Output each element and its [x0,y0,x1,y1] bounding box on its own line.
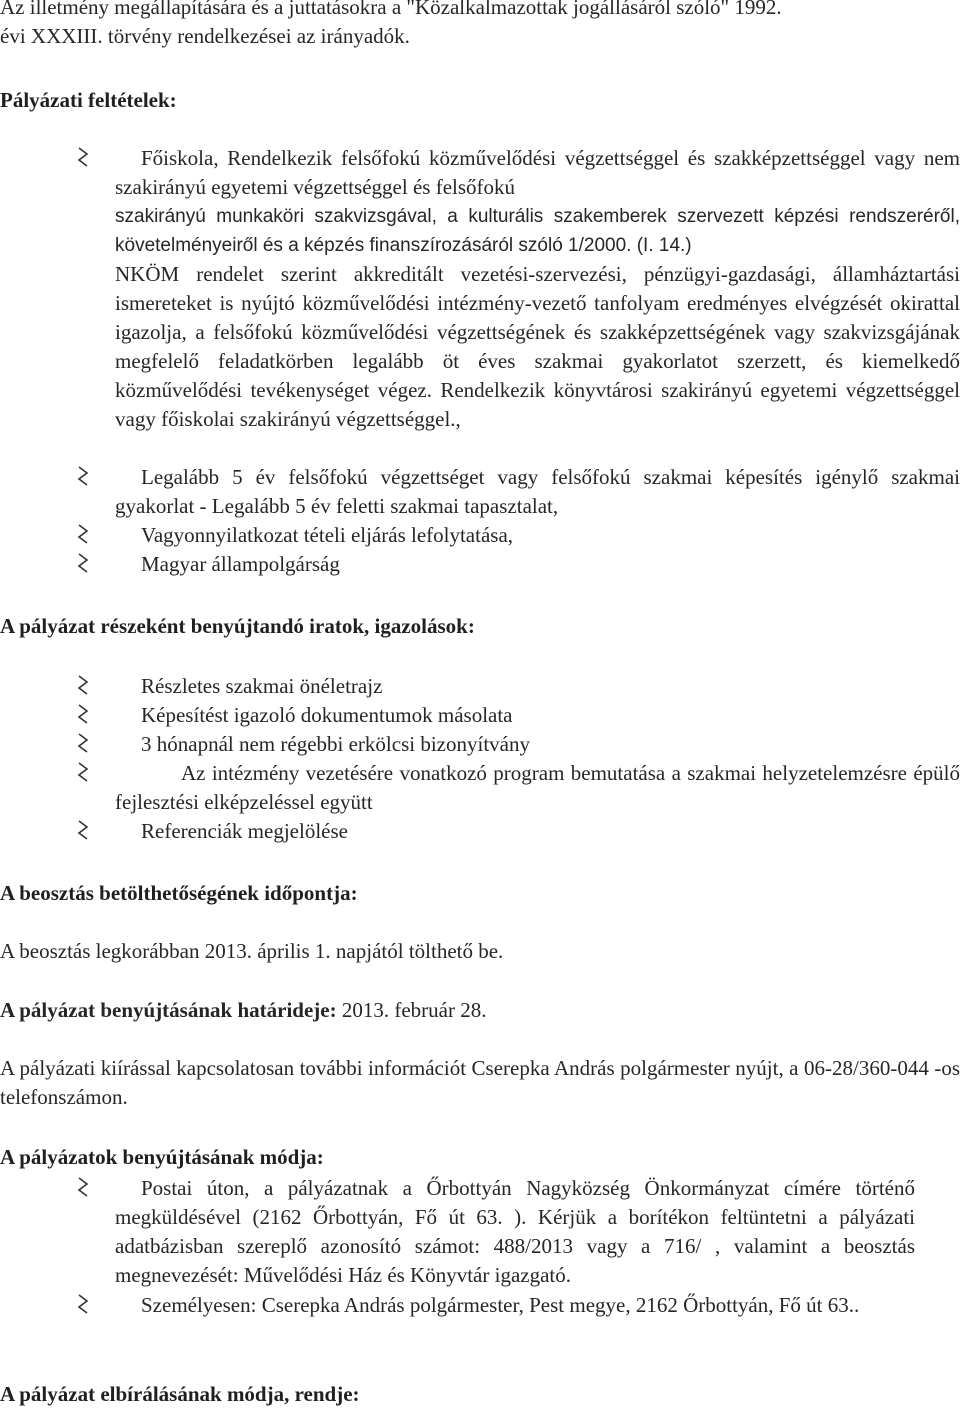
conditions-heading: Pályázati feltételek: [0,88,177,112]
condition-item-4 [0,550,960,579]
bullet-icon [76,1176,94,1200]
document-item-1 [0,672,960,701]
evaluation-heading: A pályázat elbírálásának módja, rendje: [0,1382,360,1406]
info-text: A pályázati kiírással kapcsolatosan további információt Cserepka András polgármester nyújt, a 06-28/360-044 -os telefonszámon. [0,1056,960,1109]
submission-item-2 [0,1291,960,1320]
document-item-4 [0,759,960,817]
document-item-2 [0,701,960,730]
intro-line-2: évi XXXIII. törvény rendelkezései az irányadók. [0,24,410,48]
condition-3-text: Vagyonnyilatkozat tételi eljárás lefolytatása, [141,523,514,547]
deadline-line [0,996,960,1025]
start-text: A beosztás legkorábban 2013. április 1. napjától tölthető be. [0,939,504,963]
condition-1-text-c: NKÖM rendelet szerint akkreditált vezetési-szervezési, pénzügyi-gazdasági, államháztartási ismereteket is nyújtó közművelődési intézmény-vezető tanfolyam eredményes elvégzését okirattal igazolja, a felsőfokú közművelődési végzettségének és szakképzettségének vagy szakvizsgájának megfelelő feladatkörben legalább öt éves szakmai gyakorlatot szerzett, és kiemelkedő közművelődési tevékenységet végez. Rendelkezik könyvtárosi szakirányú egyetemi végzettséggel vagy főiskolai szakirányú végzettséggel., [115,262,960,431]
intro-line-1: Az illetmény megállapítására és a juttatásokra a "Közalkalmazottak jogállásáról szóló" 1992. [0,0,782,19]
document-item-5-text: Referenciák megjelölése [141,819,348,843]
submission-item-1 [0,1174,960,1290]
condition-1-text-a: Főiskola, Rendelkezik felsőfokú közművelődési végzettséggel és szakképzettséggel vagy nem szakirányú egyetemi végzettséggel és felsőfokú [115,146,960,199]
submission-item-2-text: Személyesen: Cserepka András polgármester, Pest megye, 2162 Őrbottyán, Fő út 63.. [141,1293,860,1317]
submission-item-1-text: Postai úton, a pályázatnak a Őrbottyán Nagyközség Önkormányzat címére történő megküldésével (2162 Őrbottyán, Fő út 63. ). Kérjük a borítékon feltüntetni a pályázati adatbázisban szereplő azonosító számot: 488/2013 vagy a 716/ , valamint a beosztás megnevezését: Művelődési Ház és Könyvtár igazgató. [115,1176,915,1287]
bullet-icon [76,761,94,785]
bullet-icon [76,465,94,489]
bullet-icon [76,819,94,843]
bullet-icon [76,523,94,547]
condition-item-1 [0,144,960,434]
submission-heading: A pályázatok benyújtásának módja: [0,1145,324,1169]
document-item-3 [0,730,960,759]
document-item-3-text: 3 hónapnál nem régebbi erkölcsi bizonyítvány [141,732,530,756]
start-heading: A beosztás betölthetőségének időpontja: [0,881,358,905]
condition-2-text: Legalább 5 év felsőfokú végzettséget vagy felsőfokú szakmai képesítés igénylő szakmai gyakorlat - Legalább 5 év feletti szakmai tapasztalat, [115,465,960,518]
condition-item-2 [0,463,960,521]
bullet-icon [76,703,94,727]
deadline-label: A pályázat benyújtásának határideje: [0,998,337,1022]
condition-4-text: Magyar állampolgárság [141,552,340,576]
condition-1-text-b: szakirányú munkaköri szakvizsgával, a kulturális szakemberek szervezett képzési rendszeréről, követelményeiről és a képzés finanszírozásáról szóló 1/2000. (I. 14.) [115,206,960,256]
document-item-5 [0,817,960,846]
deadline-value: 2013. február 28. [341,998,487,1022]
bullet-icon [76,146,94,170]
bullet-icon [76,552,94,576]
intro-paragraph [0,0,960,51]
document-item-2-text: Képesítést igazoló dokumentumok másolata [141,703,513,727]
document-item-1-text: Részletes szakmai önéletrajz [141,674,383,698]
documents-heading: A pályázat részeként benyújtandó iratok, igazolások: [0,614,475,638]
bullet-icon [76,1293,94,1317]
condition-item-3 [0,521,960,550]
bullet-icon [76,674,94,698]
bullet-icon [76,732,94,756]
document-item-4-text: Az intézmény vezetésére vonatkozó program bemutatása a szakmai helyzetelemzésre épülő fejlesztési elképzeléssel együtt [115,761,960,814]
